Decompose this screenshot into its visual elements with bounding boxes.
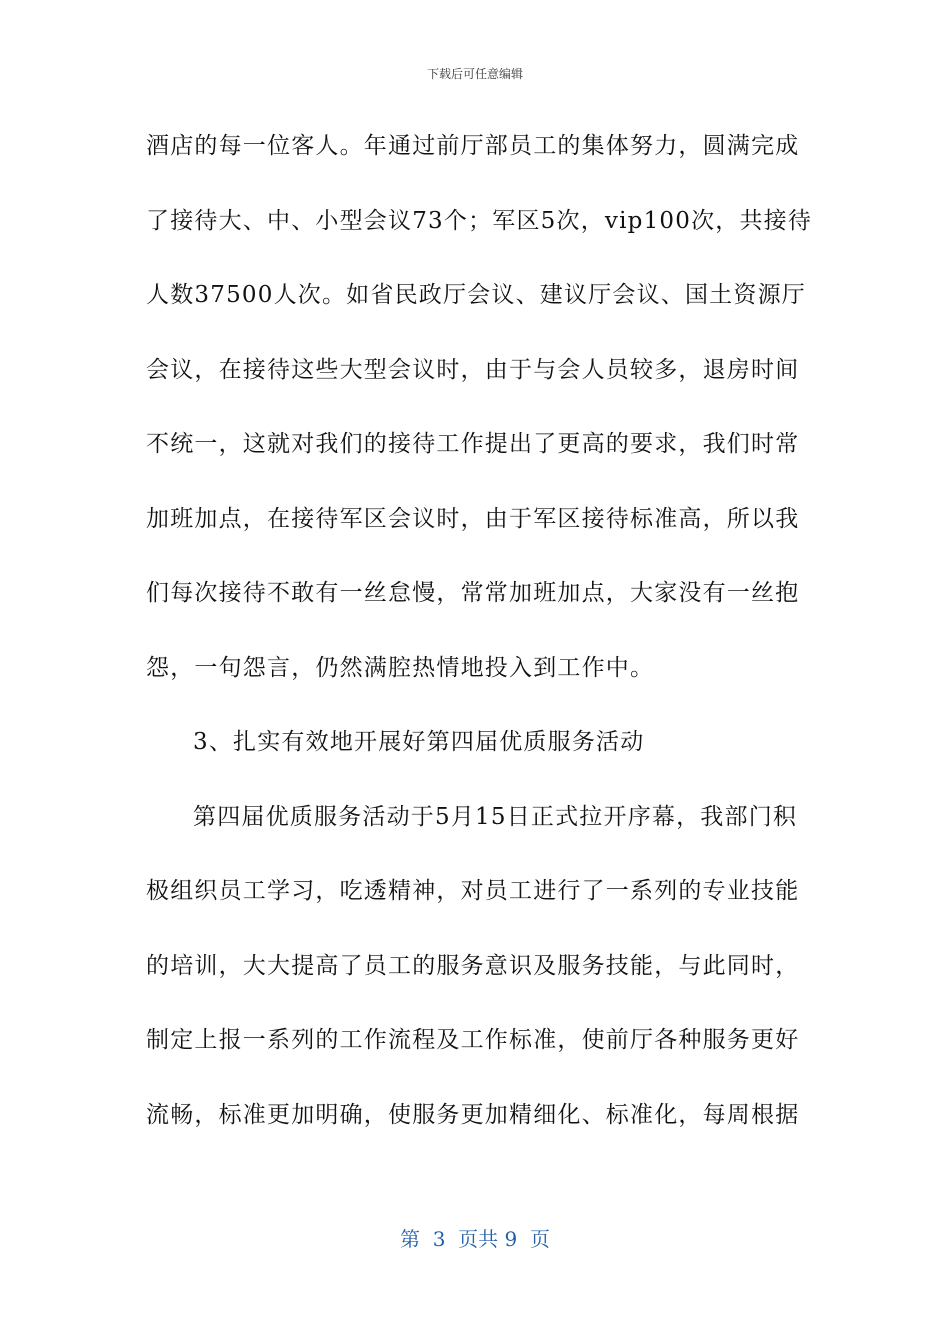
document-body — [146, 124, 813, 1167]
section-heading: 3、扎实有效地开展好第四届优质服务活动 — [193, 729, 645, 755]
body-line: 了接待大、中、小型会议73个；军区5次，vip100次，共接待 — [146, 207, 813, 234]
body-line: 第四届优质服务活动于5月15日正式拉开序幕，我部门积 — [193, 803, 798, 830]
body-line: 人数37500人次。如省民政厅会议、建议厅会议、国土资源厅 — [146, 282, 806, 308]
page-header: 下载后可任意编辑 — [426, 67, 523, 81]
page-number-footer: 第 3 页共 9 页 — [400, 1227, 550, 1251]
body-line: 极组织员工学习，吃透精神，对员工进行了一系列的专业技能 — [146, 878, 800, 904]
body-line: 不统一，这就对我们的接待工作提出了更高的要求，我们时常 — [146, 431, 800, 457]
body-line: 的培训，大大提高了员工的服务意识及服务技能，与此同时， — [146, 952, 800, 979]
body-line: 会议，在接待这些大型会议时，由于与会人员较多，退房时间 — [146, 356, 800, 383]
body-line: 流畅，标准更加明确，使服务更加精细化、标准化，每周根据 — [146, 1101, 800, 1128]
body-line: 们每次接待不敢有一丝怠慢，常常加班加点，大家没有一丝抱 — [146, 580, 800, 606]
body-line: 制定上报一系列的工作流程及工作标准，使前厅各种服务更好 — [146, 1027, 800, 1053]
body-line: 加班加点，在接待军区会议时，由于军区接待标准高，所以我 — [146, 505, 800, 532]
body-line: 酒店的每一位客人。年通过前厅部员工的集体努力，圆满完成 — [146, 133, 800, 159]
body-line: 怨，一句怨言，仍然满腔热情地投入到工作中。 — [146, 654, 655, 681]
